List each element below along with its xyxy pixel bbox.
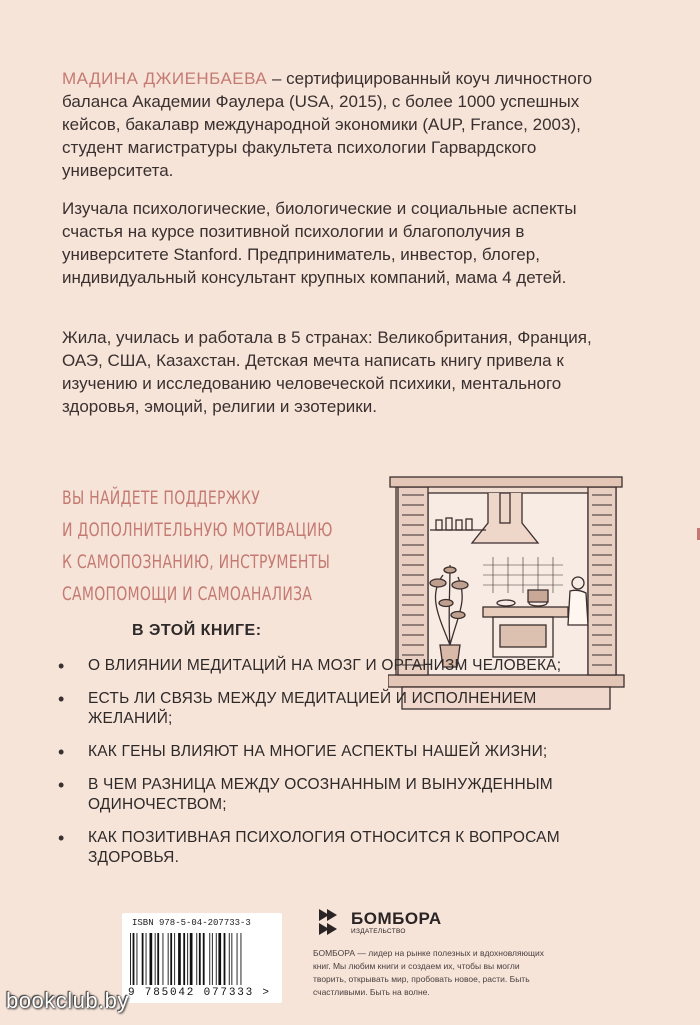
watermark: bookclub.by — [6, 988, 129, 1013]
list-item — [58, 656, 618, 676]
isbn-text: ISBN 978-5-04-207733-3 — [132, 918, 251, 928]
headline-line-4: САМОПОМОЩИ И САМОАНАЛИЗА — [62, 583, 313, 605]
headline-line-2: И ДОПОЛНИТЕЛЬНУЮ МОТИВАЦИЮ — [62, 519, 333, 541]
list-item — [58, 828, 618, 868]
author-bio-paragraph-3 — [62, 326, 622, 418]
bullet-icon: • — [58, 828, 65, 848]
author-bio-text-2: Изучала психологические, биологические и социальные аспекты счастья на курсе позитивной психологии и благополучия в университете Stanford. Предприниматель, инвестор, блогер, индивидуальный консультант крупных компаний, мама 4 детей. — [62, 199, 577, 287]
headline-line-3: К САМОПОЗНАНИЮ, ИНСТРУМЕНТЫ — [62, 551, 331, 573]
list-item — [58, 689, 618, 729]
list-item-text: О ВЛИЯНИИ МЕДИТАЦИЙ НА МОЗГ И ОРГАНИЗМ ЧЕЛОВЕКА; — [88, 657, 562, 674]
bullet-icon: • — [58, 689, 65, 709]
barcode — [122, 913, 282, 1003]
publisher-logo — [313, 905, 553, 939]
headline-line-1: ВЫ НАЙДЕТЕ ПОДДЕРЖКУ — [62, 487, 261, 509]
list-item-text: ЕСТЬ ЛИ СВЯЗЬ МЕЖДУ МЕДИТАЦИЕЙ И ИСПОЛНЕНИЕМ ЖЕЛАНИЙ; — [88, 690, 537, 727]
bombora-logo-icon — [313, 905, 347, 939]
list-item-text: КАК ПОЗИТИВНАЯ ПСИХОЛОГИЯ ОТНОСИТСЯ К ВОПРОСАМ ЗДОРОВЬЯ. — [88, 829, 560, 866]
bullet-icon: • — [58, 742, 65, 762]
section-subheading: В ЭТОЙ КНИГЕ: — [132, 622, 262, 639]
bullet-icon: • — [58, 775, 65, 795]
author-bio-text-1: – сертифицированный коуч личностного баланса Академии Фаулера (USA, 2015), с более 1000 успешных кейсов, бакалавр международной экономики (AUP, France, 2003), студент магистратуры факультета психологии Гарвардского университета. — [62, 69, 593, 180]
author-bio-paragraph-2 — [62, 197, 622, 289]
publisher-block — [313, 905, 553, 999]
author-bio-paragraph-1 — [62, 67, 622, 182]
author-name: МАДИНА ДЖИЕНБАЕВА — [62, 69, 268, 88]
list-item — [58, 775, 618, 815]
list-item-text: КАК ГЕНЫ ВЛИЯЮТ НА МНОГИЕ АСПЕКТЫ НАШЕЙ ЖИЗНИ; — [88, 743, 548, 760]
bullet-icon: • — [58, 656, 65, 676]
list-item — [58, 742, 618, 762]
author-bio-text-3: Жила, училась и работала в 5 странах: Великобритания, Франция, ОАЭ, США, Казахстан. Детская мечта написать книгу привела к изучению и исследованию человеческой психики, ментального здоровья, эмоций, религии и эзотерики. — [62, 328, 592, 416]
publisher-subtitle: ИЗДАТЕЛЬСТВО — [351, 927, 406, 935]
barcode-bars-icon — [130, 933, 276, 985]
publisher-name: БОМБОРА — [351, 908, 442, 928]
list-item-text: В ЧЕМ РАЗНИЦА МЕЖДУ ОСОЗНАННЫМ И ВЫНУЖДЕННЫМ ОДИНОЧЕСТВОМ; — [88, 776, 553, 813]
book-topics-list — [58, 656, 618, 881]
barcode-digits: 9 785042 077333 > — [128, 987, 271, 999]
publisher-description: БОМБОРА — лидер на рынке полезных и вдохновляющих книг. Мы любим книги и создаем их, чтобы вы могли творить, открывать мир, пробовать новое, расти. Быть счастливыми. Быть на волне. — [313, 948, 544, 997]
promo-headline — [62, 482, 402, 610]
